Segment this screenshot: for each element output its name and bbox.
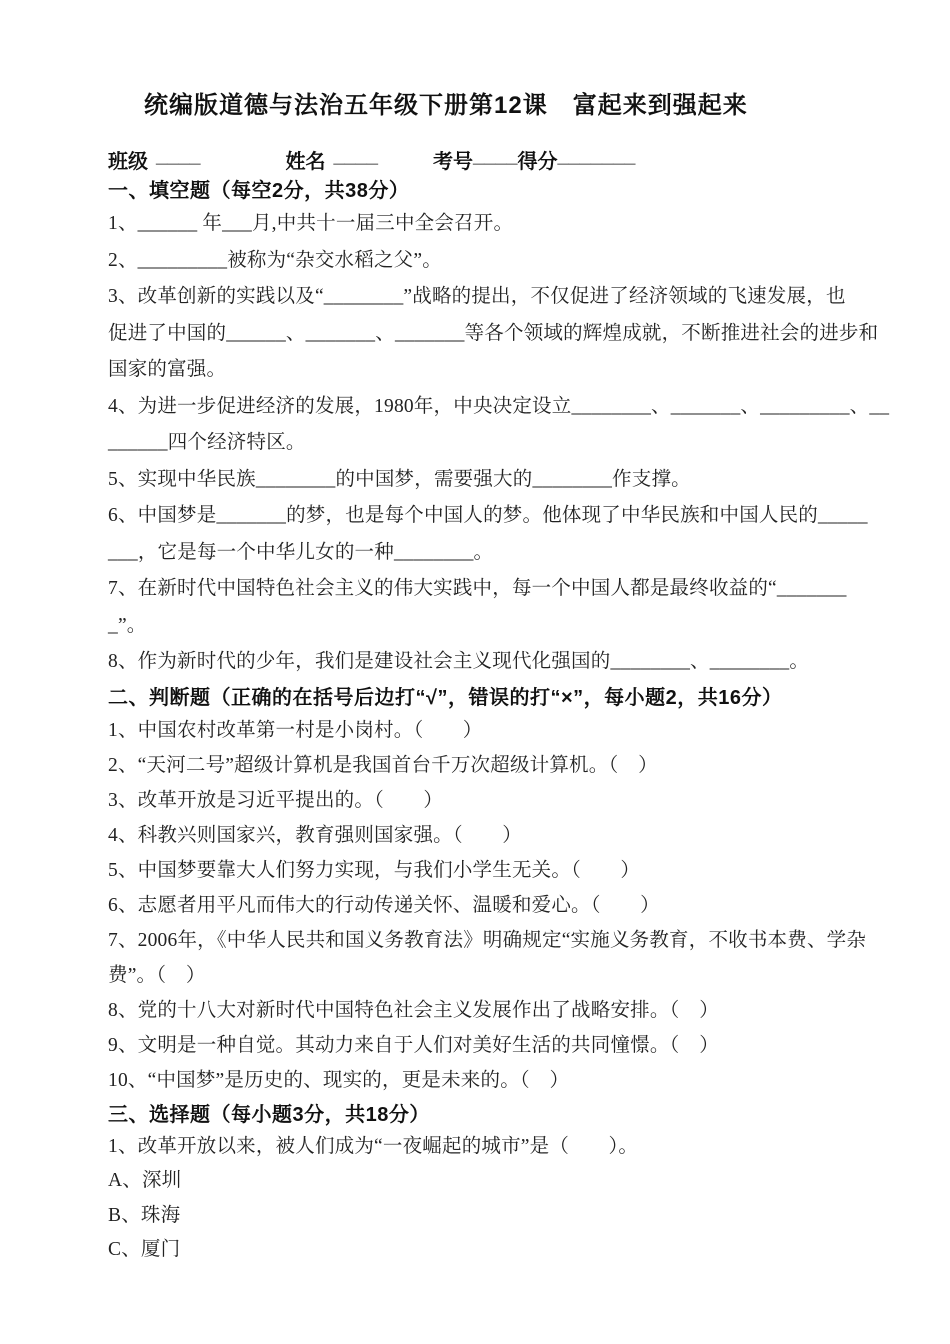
name-blank-field: ____ [333, 145, 378, 167]
judgment-question-line: 7、2006年，《中华人民共和国义务教育法》明确规定“实施义务教育，不收书本费、学杂 [108, 929, 867, 951]
score-field [518, 145, 636, 174]
judgment-question-line: 4、科教兴则国家兴，教育强则国家强。（ ） [108, 824, 522, 846]
exam-sections [108, 176, 890, 1268]
class-label: 班级 [108, 151, 148, 173]
choice-line: B、珠海 [108, 1204, 181, 1226]
exam-no-blank-field: ____ [473, 145, 518, 167]
fill-blank-question-line: 国家的富强。 [108, 359, 227, 380]
exam-no-label: 考号 [433, 151, 473, 173]
choice-line: A、深圳 [108, 1170, 182, 1191]
section-3 [108, 1100, 850, 1268]
judgment-question-line: 2、“天河二号”超级计算机是我国首台千万次超级计算机。（ ） [108, 754, 658, 776]
judgment-question-line: 8、党的十八大对新时代中国特色社会主义发展作出了战略安排。（ ） [108, 999, 719, 1021]
student-info-line [108, 145, 850, 174]
name-field [286, 145, 379, 174]
fill-blank-question-line: 6、中国梦是_______的梦，也是每个中国人的梦。他体现了中华民族和中国人民的_____ [108, 505, 868, 526]
score-label: 得分 [517, 151, 558, 173]
fill-blank-question-line: _”。 [108, 614, 147, 636]
judgment-question-line: 1、中国农村改革第一村是小岗村。（ ） [108, 719, 483, 741]
section-heading-1: 一、填空题（每空2分，共38分） [108, 180, 410, 202]
fill-blank-question-line: 7、在新时代中国特色社会主义的伟大实践中，每一个中国人都是最终收益的“_______ [108, 578, 847, 599]
judgment-question-line: 5、中国梦要靠大人们努力实现，与我们小学生无关。（ ） [108, 859, 641, 881]
fill-blank-question-line: ______四个经济特区。 [108, 432, 306, 453]
fill-blank-question-line: 促进了中国的______、_______、_______等各个领域的辉煌成就，不断推进社会的进步和 [108, 322, 879, 344]
class-blank-field: ____ [156, 145, 201, 167]
section-2 [108, 683, 867, 1098]
class-field [108, 145, 201, 174]
choice-line: 1、改革开放以来，被人们成为“一夜崛起的城市”是（ ）。 [108, 1135, 639, 1157]
section-heading-2: 二、判断题（正确的在括号后边打“√”，错误的打“×”，每小题2，共16分） [108, 686, 783, 709]
judgment-question-line: 9、文明是一种自觉。其动力来自于人们对美好生活的共同憧憬。（ ） [108, 1034, 719, 1056]
fill-blank-question-line: ___，它是每一个中华儿女的一种________。 [108, 541, 494, 563]
fill-blank-question-line: 4、为进一步促进经济的发展，1980年，中央决定设立________、_______、_________、__ [108, 395, 890, 417]
section-1 [108, 176, 890, 681]
choice-line: C、厦门 [108, 1239, 181, 1260]
page-title: 统编版道德与法治五年级下册第12课 富起来到强起来 [144, 92, 748, 119]
fill-blank-question-line: 1、______ 年___月,中共十一届三中全会召开。 [108, 213, 514, 234]
exam-no-field [433, 145, 518, 174]
fill-blank-question-line: 8、作为新时代的少年，我们是建设社会主义现代化强国的________、________。 [108, 651, 810, 672]
judgment-question-line: 10、“中国梦”是历史的、现实的，更是未来的。（ ） [108, 1069, 570, 1091]
judgment-question-line: 6、志愿者用平凡而伟大的行动传递关怀、温暖和爱心。（ ） [108, 894, 660, 916]
fill-blank-question-line: 2、_________被称为“杂交水稻之父”。 [108, 249, 442, 271]
fill-blank-question-line: 3、改革创新的实践以及“________”战略的提出，不仅促进了经济领域的飞速发展，也 [108, 286, 846, 307]
name-label: 姓名 [285, 151, 326, 173]
section-heading-3: 三、选择题（每小题3分，共18分） [108, 1103, 430, 1126]
judgment-question-line: 费”。（ ） [108, 964, 206, 986]
fill-blank-question-line: 5、实现中华民族________的中国梦，需要强大的________作支撑。 [108, 468, 691, 490]
score-blank-field: _______ [557, 145, 636, 167]
judgment-question-line: 3、改革开放是习近平提出的。（ ） [108, 789, 444, 811]
